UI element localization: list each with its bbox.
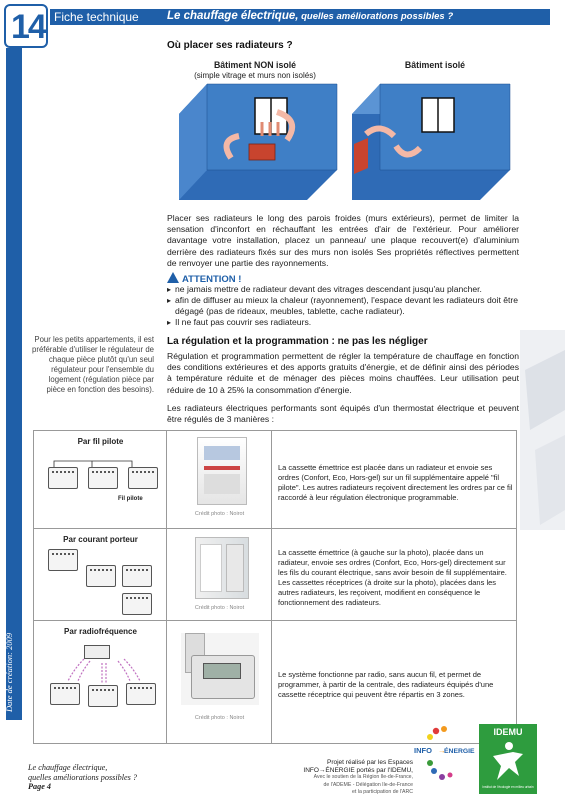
attention-list (167, 284, 522, 328)
title-main: Le chauffage électrique, (167, 10, 299, 22)
project-line: INFO→ÉNERGIE portés par l'IDEMU, (303, 766, 413, 774)
regulation-paragraph: Régulation et programmation permettent de régler la température de chauffage en fonction des conditions extérieures et des apports gratuits d'énergie, et de définir ainsi des périodes à température réduite et de ménager des pièces moins chauffées. Leur utilisation peut réduire de 10 à 25% la consommation d'énergie. (167, 351, 519, 395)
attention-item: ▸ Il ne faut pas couvrir ses radiateurs. (167, 317, 522, 328)
attention-item: ▸ afin de diffuser au mieux la chaleur (rayonnement), l'espace devant les radiateurs doit être dégagé (pas de rideaux, meubles, tablette, cache radiateur). (167, 295, 522, 317)
pilot-wire-label: Fil pilote (118, 496, 143, 502)
table-row (34, 529, 516, 621)
pilot-wire-icon (52, 459, 162, 499)
attention-item: ▸ ne jamais mettre de radiateur devant des vitrages descendant jusqu'au plancher. (167, 284, 522, 295)
regulation-heading: La régulation et la programmation : ne pas les négliger (167, 336, 428, 347)
svg-text:→: → (438, 746, 446, 755)
isolated-room-illustration (350, 82, 515, 202)
table-row (34, 431, 516, 529)
left-color-band (6, 48, 22, 720)
radiator-icon (50, 683, 80, 705)
logo-info-text: INFO (414, 746, 432, 755)
warning-icon (167, 272, 179, 283)
diagram-cell (34, 529, 167, 620)
support-line: et la participation de l'ARC (352, 789, 413, 795)
isolated-label: Bâtiment isolé (404, 60, 466, 70)
side-note: Pour les petits appartements, il est préférable d'utiliser le régulateur de chaque pièce plutôt qu'un seul régulateur pour l'ensemble du logement (régulation pièce par pièce en fonction des besoins). (32, 335, 154, 394)
radiator-icon (126, 683, 156, 705)
cassette-photo (197, 437, 247, 505)
creation-date: Date de création: 2009 (4, 632, 14, 712)
description-cell: Le système fonctionne par radio, sans aucun fil, et permet de programmer, à partir de la centrale, des radiateurs équipés d'une cassette réceptrice qui peuvent être répartis en 3 zones. (278, 670, 494, 699)
row-title: Par fil pilote (77, 437, 124, 446)
footer-title (28, 763, 137, 792)
project-line: Projet réalisé par les Espaces (327, 759, 413, 766)
logo-idemu-text: IDEMU (493, 727, 523, 737)
fiche-number-box (4, 4, 48, 48)
thermostat-photo (181, 633, 259, 705)
decorative-background (520, 330, 565, 530)
photo-credit: Crédit photo : Noirot (194, 511, 245, 517)
fiche-number: 14 (11, 8, 45, 46)
radiator-icon (88, 685, 118, 707)
logo-idemu-subtitle: Institut de l'écologie en milieu urbain (482, 785, 534, 789)
photo-credit: Crédit photo : Noirot (194, 715, 245, 721)
logo-energie-text: ÉNERGIE (444, 748, 475, 755)
info-energie-logo (414, 725, 475, 783)
non-isolated-room-illustration (177, 82, 342, 202)
description-cell: La cassette émettrice (à gauche sur la photo), placée dans un radiateur, envoie ses ordres (Confort, Eco, Hors-gel) directement sur les fils du courant électrique, sans avoir besoin de fil supplémentaire. Les cassettes réceptrices (à droite sur la photo), placées dans les autres radiateurs, les reçoivent, modifient en conséquence le fonctionnement des radiateurs. (278, 547, 507, 607)
regulation-intro: Les radiateurs électriques performants sont équipés d'un thermostat électrique et peuvent être régulés de 3 manières : (167, 403, 519, 425)
photo-cell (167, 529, 272, 620)
footer-credits (263, 759, 413, 797)
diagram-cell (34, 431, 167, 528)
section-label: Fiche technique (54, 10, 139, 24)
non-isolated-sub: (simple vitrage et murs non isolés) (194, 71, 316, 80)
non-isolated-label: Bâtiment NON isolé (213, 60, 297, 70)
regulation-table (33, 430, 517, 744)
page-number: Page 4 (28, 782, 51, 791)
placement-paragraph: Placer ses radiateurs le long des parois froides (murs extérieurs), permet de limiter la sensation d'inconfort en réchauffant les entrées d'air de l'extérieur. Pour améliorer davantage votre installation, placez un panneau/ une plaque recouvert(e) d'aluminium derrière des radiateurs fixés sur des murs non isolés Ses propriétés réflectives permettent de renvoyer une partie des rayonnements. (167, 213, 519, 268)
radiator-icon (122, 565, 152, 587)
footer-line: quelles améliorations possibles ? (28, 772, 137, 782)
photo-cell (167, 621, 272, 743)
cassette-photo (195, 537, 249, 599)
support-line: Avec le soutien de la Région Ile-de-France, (313, 774, 413, 780)
row-title: Par radiofréquence (64, 627, 137, 636)
placement-heading: Où placer ses radiateurs ? (167, 40, 293, 51)
photo-cell (167, 431, 272, 528)
radiator-icon (122, 593, 152, 615)
radiator-icon (48, 549, 78, 571)
idemu-logo (479, 724, 537, 794)
footer-line: Le chauffage électrique, (28, 763, 108, 772)
support-line: de l'ADEME - Délégation Ile-de-France (323, 781, 413, 788)
description-cell: La cassette émettrice est placée dans un radiateur et envoie ses ordres (Confort, Eco, Hors-gel) sur un fil supplémentaire appelé "fil pilote". Les autres radiateurs reçoivent directement les ordres par ce fil raccordé à leur régulation électronique programmable. (278, 462, 513, 502)
page-title (167, 10, 453, 22)
attention-label: ATTENTION ! (182, 274, 242, 285)
row-title: Par courant porteur (63, 535, 138, 544)
photo-credit: Crédit photo : Noirot (194, 605, 245, 611)
diagram-cell (34, 621, 167, 743)
title-rest: quelles améliorations possibles ? (298, 11, 454, 22)
radiator-icon (86, 565, 116, 587)
